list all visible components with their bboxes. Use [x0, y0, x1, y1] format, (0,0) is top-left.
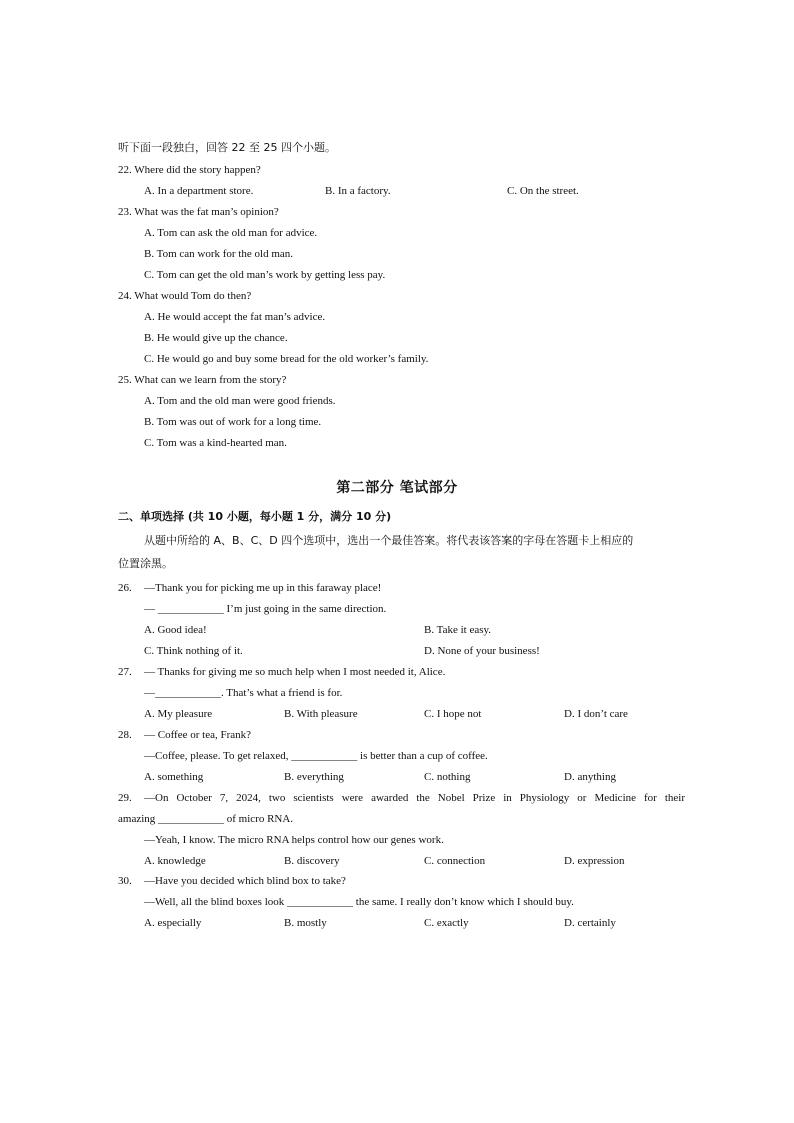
q24-option-c: C. He would go and buy some bread for the old worker’s family.: [144, 353, 429, 365]
q30-option-d: D. certainly: [564, 917, 616, 929]
q26-option-c: C. Think nothing of it.: [144, 645, 243, 657]
question-25: 25. What can we learn from the story?: [118, 374, 287, 386]
q26-option-b: B. Take it easy.: [424, 624, 492, 636]
q22-option-c: C. On the street.: [507, 185, 579, 197]
q27-option-a: A. My pleasure: [144, 708, 213, 720]
q27-line1: — Thanks for giving me so much help when I most needed it, Alice.: [144, 666, 446, 678]
q29-option-c: C. connection: [424, 855, 486, 867]
q28-option-a: A. something: [144, 771, 204, 783]
q30-number: 30.: [118, 875, 132, 887]
listening-instruction: 听下面一段独白，回答 22 至 25 四个小题。: [118, 141, 336, 154]
q26-option-a: A. Good idea!: [144, 624, 207, 636]
q30-option-a: A. especially: [144, 917, 202, 929]
q28-line2: —Coffee, please. To get relaxed, ____________ is better than a cup of coffee.: [144, 750, 488, 762]
q28-option-c: C. nothing: [424, 771, 471, 783]
q23-option-b: B. Tom can work for the old man.: [144, 248, 294, 260]
section-instruction-line1: 从题中所给的 A、B、C、D 四个选项中，选出一个最佳答案。将代表该答案的字母在答题卡上相应的: [144, 534, 634, 547]
question-22: 22. Where did the story happen?: [118, 164, 261, 176]
question-23: 23. What was the fat man’s opinion?: [118, 206, 279, 218]
q28-option-d: D. anything: [564, 771, 616, 783]
q25-option-c: C. Tom was a kind-hearted man.: [144, 437, 287, 449]
q22-option-b: B. In a factory.: [325, 185, 391, 197]
q29-option-b: B. discovery: [284, 855, 340, 867]
q28-line1: — Coffee or tea, Frank?: [144, 729, 252, 741]
q28-option-b: B. everything: [284, 771, 344, 783]
q29-line2: —Yeah, I know. The micro RNA helps control how our genes work.: [144, 834, 444, 846]
q26-option-d: D. None of your business!: [424, 645, 540, 657]
q24-option-b: B. He would give up the chance.: [144, 332, 288, 344]
q29-number: 29.: [118, 792, 132, 804]
q30-option-c: C. exactly: [424, 917, 469, 929]
q30-line1: —Have you decided which blind box to take?: [144, 875, 346, 887]
q27-option-c: C. I hope not: [424, 708, 482, 720]
part2-title: 第二部分 笔试部分: [336, 480, 458, 496]
q29-line1b: amazing ____________ of micro RNA.: [118, 813, 294, 825]
q23-option-a: A. Tom can ask the old man for advice.: [144, 227, 318, 239]
q30-option-b: B. mostly: [284, 917, 327, 929]
section-title: 二、单项选择 (共 10 小题，每小题 1 分，满分 10 分): [118, 510, 392, 523]
q26-line1: —Thank you for picking me up in this faraway place!: [144, 582, 382, 594]
q26-line2: — ____________ I’m just going in the same direction.: [144, 603, 387, 615]
q27-option-d: D. I don’t care: [564, 708, 628, 720]
q22-option-a: A. In a department store.: [144, 185, 254, 197]
q29-option-a: A. knowledge: [144, 855, 206, 867]
q27-option-b: B. With pleasure: [284, 708, 358, 720]
q29-option-d: D. expression: [564, 855, 625, 867]
q25-option-b: B. Tom was out of work for a long time.: [144, 416, 322, 428]
q29-line1: —On October 7, 2024, two scientists were awarded the Nobel Prize in Physiology or Medicine for their: [144, 792, 685, 804]
q27-line2: —____________. That’s what a friend is for.: [144, 687, 343, 699]
q28-number: 28.: [118, 729, 132, 741]
q26-number: 26.: [118, 582, 132, 594]
question-24: 24. What would Tom do then?: [118, 290, 252, 302]
q23-option-c: C. Tom can get the old man’s work by getting less pay.: [144, 269, 386, 281]
q30-line2: —Well, all the blind boxes look ____________ the same. I really don’t know which I should buy.: [144, 896, 574, 908]
q25-option-a: A. Tom and the old man were good friends.: [144, 395, 336, 407]
section-instruction-line2: 位置涂黑。: [118, 557, 173, 570]
q24-option-a: A. He would accept the fat man’s advice.: [144, 311, 326, 323]
q27-number: 27.: [118, 666, 132, 678]
